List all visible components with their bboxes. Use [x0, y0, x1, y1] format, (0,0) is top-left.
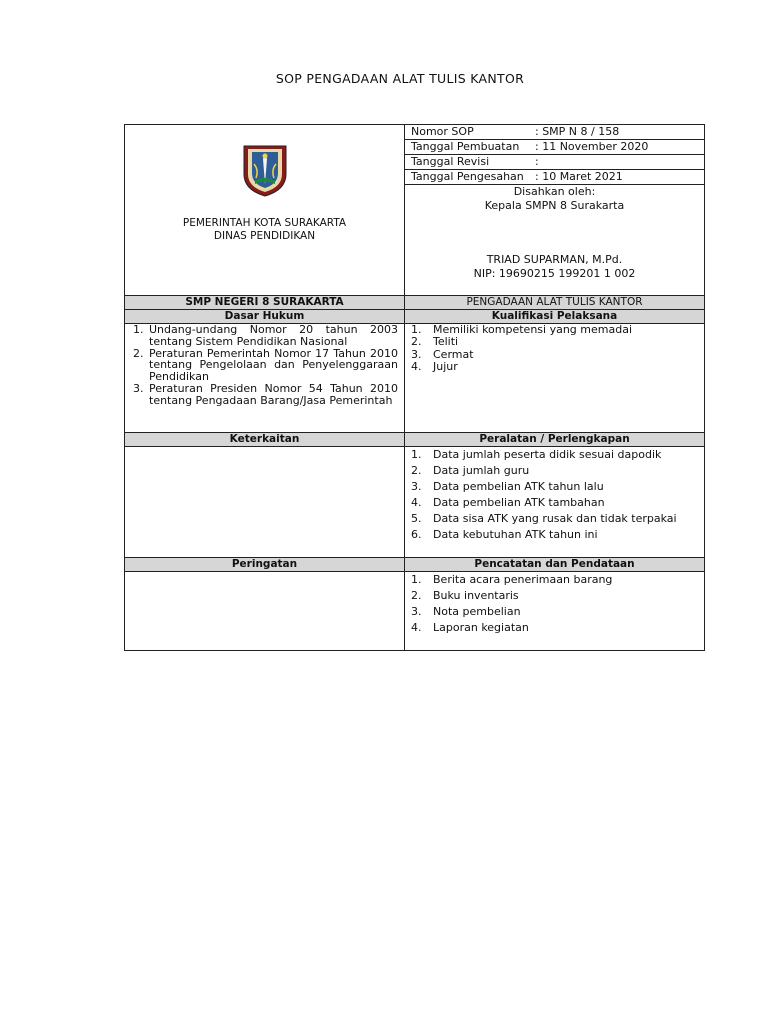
meta-value: : 11 November 2020	[535, 140, 649, 153]
meta-value: : SMP N 8 / 158	[535, 125, 620, 138]
meta-tanggal-pembuatan	[405, 140, 705, 155]
list-item: 1. Memiliki kompetensi yang memadai	[411, 323, 632, 336]
meta-nomor-sop	[405, 125, 705, 140]
surakarta-city-emblem-icon	[125, 144, 404, 201]
list-item: 2. Peraturan Pemerintah Nomor 17 Tahun 2010 tentang Pengelolaan dan Penyelenggaraan Pendidikan	[133, 346, 398, 384]
list-item: 2. Buku inventaris	[411, 589, 519, 602]
list-item: 3. Peraturan Presiden Nomor 54 Tahun 2010 tentang Pengadaan Barang/Jasa Pemerintah	[133, 381, 398, 407]
meta-label: Tanggal Revisi	[411, 155, 490, 168]
list-item: 4. Laporan kegiatan	[411, 621, 529, 634]
list-item: 3. Data pembelian ATK tahun lalu	[411, 480, 604, 493]
list-item: 6. Data kebutuhan ATK tahun ini	[411, 528, 598, 541]
approval-line1: Disahkan oleh:	[513, 185, 596, 198]
list-item: 4. Data pembelian ATK tambahan	[411, 496, 605, 509]
pencatatan-cell	[405, 572, 705, 651]
dasar-hukum-list	[125, 324, 398, 407]
dasar-hukum-cell	[125, 324, 405, 433]
pencatatan-list	[405, 572, 704, 636]
list-item: 2. Data jumlah guru	[411, 464, 530, 477]
document-title: SOP PENGADAAN ALAT TULIS KANTOR	[275, 71, 525, 86]
kualifikasi-title: Kualifikasi Pelaksana	[405, 310, 705, 324]
list-item: 4. Jujur	[411, 359, 458, 373]
kualifikasi-list	[405, 324, 704, 373]
government-name: PEMERINTAH KOTA SURAKARTA	[182, 217, 347, 229]
meta-value: :	[535, 155, 539, 168]
peralatan-cell	[405, 447, 705, 558]
keterkaitan-cell	[125, 447, 405, 558]
meta-label: Tanggal Pembuatan	[411, 140, 520, 153]
dasar-hukum-title: Dasar Hukum	[125, 310, 405, 324]
meta-tanggal-pengesahan	[405, 170, 705, 185]
pencatatan-title: Pencatatan dan Pendataan	[405, 558, 705, 572]
list-item: 3. Cermat	[411, 347, 474, 361]
peralatan-title: Peralatan / Perlengkapan	[405, 433, 705, 447]
department-name: DINAS PENDIDIKAN	[213, 230, 316, 242]
peralatan-list	[405, 447, 704, 543]
peringatan-title: Peringatan	[125, 558, 405, 572]
meta-label: Tanggal Pengesahan	[411, 170, 524, 183]
sop-table	[124, 124, 705, 651]
meta-label: Nomor SOP	[411, 125, 474, 138]
list-item: 2. Teliti	[411, 335, 459, 349]
government-header-cell	[125, 125, 405, 296]
kualifikasi-cell	[405, 324, 705, 433]
meta-tanggal-revisi	[405, 155, 705, 170]
procedure-name: PENGADAAN ALAT TULIS KANTOR	[405, 296, 705, 310]
list-item: 3. Nota pembelian	[411, 605, 521, 618]
list-item: 1. Berita acara penerimaan barang	[411, 573, 613, 586]
school-name: SMP NEGERI 8 SURAKARTA	[125, 296, 405, 310]
peringatan-cell	[125, 572, 405, 651]
list-item: 1. Undang-undang Nomor 20 tahun 2003 tentang Sistem Pendidikan Nasional	[133, 323, 398, 348]
approver-name: TRIAD SUPARMAN, M.Pd.	[486, 253, 623, 266]
meta-value: : 10 Maret 2021	[535, 170, 623, 183]
keterkaitan-title: Keterkaitan	[125, 433, 405, 447]
list-item: 1. Data jumlah peserta didik sesuai dapodik	[411, 448, 662, 461]
list-item: 5. Data sisa ATK yang rusak dan tidak terpakai	[411, 512, 677, 525]
approval-cell	[405, 185, 705, 296]
approval-line2: Kepala SMPN 8 Surakarta	[484, 199, 625, 212]
approver-nip: NIP: 19690215 199201 1 002	[473, 267, 636, 280]
